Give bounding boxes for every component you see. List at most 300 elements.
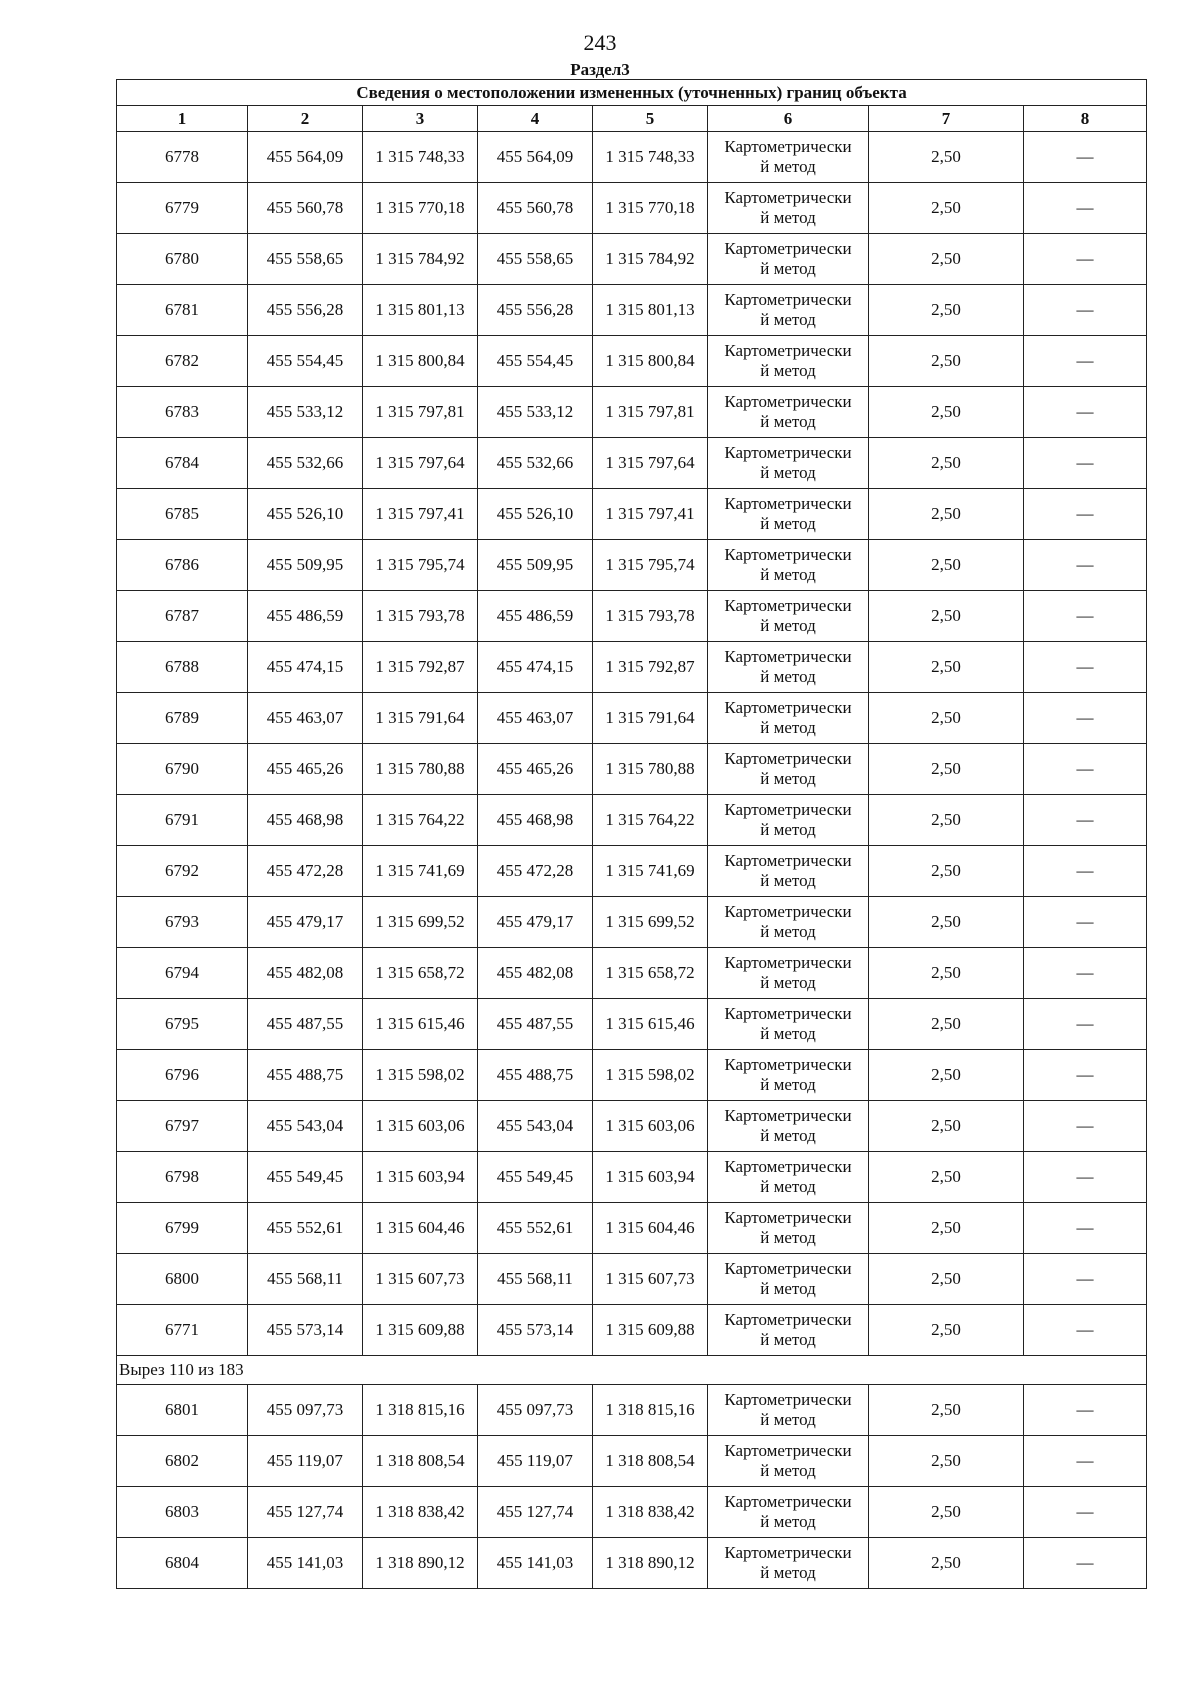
- description-cell: —: [1024, 183, 1147, 234]
- x-coordinate-cell: 455 533,12: [248, 387, 363, 438]
- y-coordinate-new-cell: 1 318 808,54: [593, 1436, 708, 1487]
- y-coordinate-new-cell: 1 315 615,46: [593, 999, 708, 1050]
- y-coordinate-new-cell: 1 315 797,41: [593, 489, 708, 540]
- method-line-1: Картометрически: [724, 545, 852, 564]
- table-row: [117, 1152, 1147, 1203]
- y-coordinate-new-cell: 1 315 797,64: [593, 438, 708, 489]
- table-row: [117, 1203, 1147, 1254]
- method-line-1: Картометрически: [724, 698, 852, 717]
- method-line-1: Картометрически: [724, 494, 852, 513]
- method-line-2: й метод: [760, 616, 816, 635]
- point-number-cell: 6791: [117, 795, 248, 846]
- point-number-cell: 6779: [117, 183, 248, 234]
- y-coordinate-cell: 1 315 609,88: [363, 1305, 478, 1356]
- table-row: [117, 591, 1147, 642]
- x-coordinate-new-cell: 455 465,26: [478, 744, 593, 795]
- accuracy-cell: 2,50: [869, 132, 1024, 183]
- table-row: [117, 1305, 1147, 1356]
- y-coordinate-new-cell: 1 315 603,94: [593, 1152, 708, 1203]
- y-coordinate-cell: 1 315 780,88: [363, 744, 478, 795]
- x-coordinate-new-cell: 455 463,07: [478, 693, 593, 744]
- column-header: 5: [593, 106, 708, 132]
- x-coordinate-cell: 455 463,07: [248, 693, 363, 744]
- accuracy-cell: 2,50: [869, 387, 1024, 438]
- y-coordinate-new-cell: 1 315 741,69: [593, 846, 708, 897]
- x-coordinate-cell: 455 465,26: [248, 744, 363, 795]
- accuracy-cell: 2,50: [869, 1152, 1024, 1203]
- y-coordinate-new-cell: 1 315 795,74: [593, 540, 708, 591]
- method-line-1: Картометрически: [724, 443, 852, 462]
- point-number-cell: 6798: [117, 1152, 248, 1203]
- point-number-cell: 6797: [117, 1101, 248, 1152]
- x-coordinate-new-cell: 455 552,61: [478, 1203, 593, 1254]
- x-coordinate-cell: 455 141,03: [248, 1538, 363, 1589]
- y-coordinate-cell: 1 315 784,92: [363, 234, 478, 285]
- method-line-2: й метод: [760, 463, 816, 482]
- point-number-cell: 6782: [117, 336, 248, 387]
- description-cell: —: [1024, 897, 1147, 948]
- method-line-1: Картометрически: [724, 1208, 852, 1227]
- accuracy-cell: 2,50: [869, 1050, 1024, 1101]
- x-coordinate-cell: 455 482,08: [248, 948, 363, 999]
- accuracy-cell: 2,50: [869, 540, 1024, 591]
- y-coordinate-cell: 1 315 770,18: [363, 183, 478, 234]
- point-number-cell: 6771: [117, 1305, 248, 1356]
- y-coordinate-new-cell: 1 315 658,72: [593, 948, 708, 999]
- accuracy-cell: 2,50: [869, 1385, 1024, 1436]
- x-coordinate-cell: 455 468,98: [248, 795, 363, 846]
- accuracy-cell: 2,50: [869, 1538, 1024, 1589]
- method-line-1: Картометрически: [724, 188, 852, 207]
- table-row: [117, 1385, 1147, 1436]
- method-cell: [708, 1436, 869, 1487]
- method-line-1: Картометрически: [724, 137, 852, 156]
- x-coordinate-new-cell: 455 554,45: [478, 336, 593, 387]
- method-line-2: й метод: [760, 259, 816, 278]
- table-row: [117, 387, 1147, 438]
- table-row: [117, 336, 1147, 387]
- table-row: [117, 234, 1147, 285]
- x-coordinate-cell: 455 558,65: [248, 234, 363, 285]
- method-cell: [708, 591, 869, 642]
- method-line-1: Картометрически: [724, 1157, 852, 1176]
- point-number-cell: 6804: [117, 1538, 248, 1589]
- method-line-1: Картометрически: [724, 1390, 852, 1409]
- y-coordinate-cell: 1 315 741,69: [363, 846, 478, 897]
- method-cell: [708, 1254, 869, 1305]
- x-coordinate-cell: 455 486,59: [248, 591, 363, 642]
- y-coordinate-cell: 1 318 808,54: [363, 1436, 478, 1487]
- method-line-2: й метод: [760, 871, 816, 890]
- y-coordinate-new-cell: 1 315 764,22: [593, 795, 708, 846]
- method-cell: [708, 897, 869, 948]
- x-coordinate-new-cell: 455 472,28: [478, 846, 593, 897]
- description-cell: —: [1024, 744, 1147, 795]
- method-cell: [708, 387, 869, 438]
- method-line-1: Картометрически: [724, 1106, 852, 1125]
- y-coordinate-new-cell: 1 315 780,88: [593, 744, 708, 795]
- method-cell: [708, 1050, 869, 1101]
- description-cell: —: [1024, 1385, 1147, 1436]
- x-coordinate-new-cell: 455 568,11: [478, 1254, 593, 1305]
- description-cell: —: [1024, 693, 1147, 744]
- y-coordinate-cell: 1 315 797,81: [363, 387, 478, 438]
- y-coordinate-new-cell: 1 315 699,52: [593, 897, 708, 948]
- description-cell: —: [1024, 642, 1147, 693]
- method-cell: [708, 846, 869, 897]
- method-line-2: й метод: [760, 565, 816, 584]
- x-coordinate-new-cell: 455 127,74: [478, 1487, 593, 1538]
- point-number-cell: 6790: [117, 744, 248, 795]
- y-coordinate-new-cell: 1 315 603,06: [593, 1101, 708, 1152]
- x-coordinate-new-cell: 455 487,55: [478, 999, 593, 1050]
- section-title: Раздел3: [570, 60, 630, 79]
- table-row: [117, 795, 1147, 846]
- y-coordinate-new-cell: 1 315 801,13: [593, 285, 708, 336]
- table-row: [117, 1254, 1147, 1305]
- column-header: 3: [363, 106, 478, 132]
- y-coordinate-cell: 1 315 795,74: [363, 540, 478, 591]
- method-line-2: й метод: [760, 361, 816, 380]
- accuracy-cell: 2,50: [869, 438, 1024, 489]
- method-line-1: Картометрически: [724, 1441, 852, 1460]
- accuracy-cell: 2,50: [869, 795, 1024, 846]
- method-line-2: й метод: [760, 1075, 816, 1094]
- accuracy-cell: 2,50: [869, 999, 1024, 1050]
- method-line-2: й метод: [760, 1410, 816, 1429]
- table-row: [117, 693, 1147, 744]
- accuracy-cell: 2,50: [869, 1203, 1024, 1254]
- method-cell: [708, 540, 869, 591]
- point-number-cell: 6802: [117, 1436, 248, 1487]
- x-coordinate-cell: 455 554,45: [248, 336, 363, 387]
- y-coordinate-new-cell: 1 315 609,88: [593, 1305, 708, 1356]
- accuracy-cell: 2,50: [869, 1101, 1024, 1152]
- y-coordinate-cell: 1 315 603,94: [363, 1152, 478, 1203]
- y-coordinate-cell: 1 315 797,64: [363, 438, 478, 489]
- description-cell: —: [1024, 795, 1147, 846]
- method-cell: [708, 132, 869, 183]
- method-line-1: Картометрически: [724, 1055, 852, 1074]
- table-row: [117, 1050, 1147, 1101]
- method-line-2: й метод: [760, 1512, 816, 1531]
- table-row: [117, 1538, 1147, 1589]
- table-caption: Сведения о местоположении измененных (уточненных) границ объекта: [117, 80, 1147, 106]
- description-cell: —: [1024, 1050, 1147, 1101]
- method-cell: [708, 1101, 869, 1152]
- table-caption-row: [117, 80, 1147, 106]
- accuracy-cell: 2,50: [869, 183, 1024, 234]
- y-coordinate-cell: 1 315 598,02: [363, 1050, 478, 1101]
- page-number: 243: [583, 30, 617, 55]
- y-coordinate-cell: 1 315 658,72: [363, 948, 478, 999]
- x-coordinate-cell: 455 526,10: [248, 489, 363, 540]
- point-number-cell: 6795: [117, 999, 248, 1050]
- x-coordinate-new-cell: 455 533,12: [478, 387, 593, 438]
- y-coordinate-new-cell: 1 315 748,33: [593, 132, 708, 183]
- y-coordinate-new-cell: 1 315 607,73: [593, 1254, 708, 1305]
- method-line-2: й метод: [760, 1330, 816, 1349]
- x-coordinate-new-cell: 455 474,15: [478, 642, 593, 693]
- accuracy-cell: 2,50: [869, 489, 1024, 540]
- description-cell: —: [1024, 1305, 1147, 1356]
- description-cell: —: [1024, 1203, 1147, 1254]
- method-line-2: й метод: [760, 412, 816, 431]
- x-coordinate-new-cell: 455 560,78: [478, 183, 593, 234]
- y-coordinate-cell: 1 318 890,12: [363, 1538, 478, 1589]
- x-coordinate-cell: 455 568,11: [248, 1254, 363, 1305]
- point-number-cell: 6781: [117, 285, 248, 336]
- method-line-1: Картометрически: [724, 1543, 852, 1562]
- y-coordinate-new-cell: 1 315 792,87: [593, 642, 708, 693]
- description-cell: —: [1024, 234, 1147, 285]
- y-coordinate-cell: 1 318 815,16: [363, 1385, 478, 1436]
- x-coordinate-new-cell: 455 468,98: [478, 795, 593, 846]
- method-cell: [708, 1385, 869, 1436]
- x-coordinate-new-cell: 455 556,28: [478, 285, 593, 336]
- description-cell: —: [1024, 1436, 1147, 1487]
- method-line-2: й метод: [760, 1563, 816, 1582]
- column-header: 8: [1024, 106, 1147, 132]
- y-coordinate-cell: 1 315 604,46: [363, 1203, 478, 1254]
- method-line-2: й метод: [760, 1279, 816, 1298]
- method-cell: [708, 438, 869, 489]
- table-row: [117, 846, 1147, 897]
- method-line-2: й метод: [760, 1024, 816, 1043]
- method-line-2: й метод: [760, 922, 816, 941]
- point-number-cell: 6789: [117, 693, 248, 744]
- description-cell: —: [1024, 132, 1147, 183]
- y-coordinate-cell: 1 315 793,78: [363, 591, 478, 642]
- x-coordinate-cell: 455 552,61: [248, 1203, 363, 1254]
- method-cell: [708, 693, 869, 744]
- method-line-2: й метод: [760, 157, 816, 176]
- x-coordinate-cell: 455 556,28: [248, 285, 363, 336]
- x-coordinate-cell: 455 127,74: [248, 1487, 363, 1538]
- description-cell: —: [1024, 438, 1147, 489]
- point-number-cell: 6792: [117, 846, 248, 897]
- description-cell: —: [1024, 846, 1147, 897]
- y-coordinate-cell: 1 315 748,33: [363, 132, 478, 183]
- column-header: 7: [869, 106, 1024, 132]
- method-cell: [708, 1203, 869, 1254]
- method-cell: [708, 948, 869, 999]
- y-coordinate-new-cell: 1 315 797,81: [593, 387, 708, 438]
- point-number-cell: 6785: [117, 489, 248, 540]
- y-coordinate-cell: 1 315 603,06: [363, 1101, 478, 1152]
- x-coordinate-cell: 455 560,78: [248, 183, 363, 234]
- y-coordinate-cell: 1 315 791,64: [363, 693, 478, 744]
- x-coordinate-cell: 455 472,28: [248, 846, 363, 897]
- method-cell: [708, 795, 869, 846]
- method-line-1: Картометрически: [724, 800, 852, 819]
- table-row: [117, 438, 1147, 489]
- accuracy-cell: 2,50: [869, 897, 1024, 948]
- table-row: [117, 744, 1147, 795]
- description-cell: —: [1024, 1487, 1147, 1538]
- y-coordinate-cell: 1 315 801,13: [363, 285, 478, 336]
- y-coordinate-cell: 1 315 797,41: [363, 489, 478, 540]
- x-coordinate-new-cell: 455 573,14: [478, 1305, 593, 1356]
- point-number-cell: 6796: [117, 1050, 248, 1101]
- y-coordinate-cell: 1 315 792,87: [363, 642, 478, 693]
- method-line-1: Картометрически: [724, 851, 852, 870]
- point-number-cell: 6794: [117, 948, 248, 999]
- method-line-2: й метод: [760, 1228, 816, 1247]
- description-cell: —: [1024, 1538, 1147, 1589]
- x-coordinate-cell: 455 549,45: [248, 1152, 363, 1203]
- method-cell: [708, 1487, 869, 1538]
- method-cell: [708, 234, 869, 285]
- group-label: Вырез 110 из 183: [117, 1356, 1147, 1385]
- method-line-1: Картометрически: [724, 1004, 852, 1023]
- x-coordinate-cell: 455 119,07: [248, 1436, 363, 1487]
- y-coordinate-new-cell: 1 315 791,64: [593, 693, 708, 744]
- method-line-2: й метод: [760, 1461, 816, 1480]
- x-coordinate-cell: 455 479,17: [248, 897, 363, 948]
- method-cell: [708, 285, 869, 336]
- column-header: 1: [117, 106, 248, 132]
- description-cell: —: [1024, 948, 1147, 999]
- accuracy-cell: 2,50: [869, 948, 1024, 999]
- method-line-1: Картометрически: [724, 239, 852, 258]
- column-header: 6: [708, 106, 869, 132]
- method-cell: [708, 489, 869, 540]
- y-coordinate-cell: 1 315 699,52: [363, 897, 478, 948]
- x-coordinate-new-cell: 455 097,73: [478, 1385, 593, 1436]
- y-coordinate-new-cell: 1 315 604,46: [593, 1203, 708, 1254]
- table-row: [117, 642, 1147, 693]
- point-number-cell: 6803: [117, 1487, 248, 1538]
- coordinates-table: [116, 79, 1147, 1589]
- column-header-row: [117, 106, 1147, 132]
- point-number-cell: 6786: [117, 540, 248, 591]
- method-line-2: й метод: [760, 973, 816, 992]
- table-row: [117, 540, 1147, 591]
- accuracy-cell: 2,50: [869, 744, 1024, 795]
- y-coordinate-new-cell: 1 318 838,42: [593, 1487, 708, 1538]
- x-coordinate-new-cell: 455 119,07: [478, 1436, 593, 1487]
- accuracy-cell: 2,50: [869, 1254, 1024, 1305]
- y-coordinate-new-cell: 1 315 770,18: [593, 183, 708, 234]
- point-number-cell: 6801: [117, 1385, 248, 1436]
- accuracy-cell: 2,50: [869, 693, 1024, 744]
- method-line-2: й метод: [760, 718, 816, 737]
- x-coordinate-new-cell: 455 141,03: [478, 1538, 593, 1589]
- method-cell: [708, 1538, 869, 1589]
- x-coordinate-cell: 455 097,73: [248, 1385, 363, 1436]
- x-coordinate-cell: 455 488,75: [248, 1050, 363, 1101]
- y-coordinate-cell: 1 315 800,84: [363, 336, 478, 387]
- column-header: 4: [478, 106, 593, 132]
- method-line-1: Картометрически: [724, 1259, 852, 1278]
- point-number-cell: 6787: [117, 591, 248, 642]
- table-row: [117, 999, 1147, 1050]
- description-cell: —: [1024, 1254, 1147, 1305]
- method-cell: [708, 183, 869, 234]
- method-cell: [708, 744, 869, 795]
- method-line-1: Картометрически: [724, 953, 852, 972]
- table-row: [117, 132, 1147, 183]
- table-row: [117, 183, 1147, 234]
- point-number-cell: 6784: [117, 438, 248, 489]
- point-number-cell: 6783: [117, 387, 248, 438]
- x-coordinate-cell: 455 573,14: [248, 1305, 363, 1356]
- method-line-1: Картометрически: [724, 902, 852, 921]
- method-cell: [708, 1305, 869, 1356]
- method-line-1: Картометрически: [724, 647, 852, 666]
- method-line-2: й метод: [760, 208, 816, 227]
- y-coordinate-new-cell: 1 318 815,16: [593, 1385, 708, 1436]
- method-line-2: й метод: [760, 310, 816, 329]
- x-coordinate-cell: 455 487,55: [248, 999, 363, 1050]
- x-coordinate-new-cell: 455 532,66: [478, 438, 593, 489]
- x-coordinate-cell: 455 532,66: [248, 438, 363, 489]
- x-coordinate-new-cell: 455 549,45: [478, 1152, 593, 1203]
- point-number-cell: 6780: [117, 234, 248, 285]
- x-coordinate-new-cell: 455 564,09: [478, 132, 593, 183]
- x-coordinate-cell: 455 474,15: [248, 642, 363, 693]
- y-coordinate-new-cell: 1 315 800,84: [593, 336, 708, 387]
- accuracy-cell: 2,50: [869, 846, 1024, 897]
- y-coordinate-cell: 1 318 838,42: [363, 1487, 478, 1538]
- description-cell: —: [1024, 999, 1147, 1050]
- table-row: [117, 897, 1147, 948]
- point-number-cell: 6778: [117, 132, 248, 183]
- method-line-1: Картометрически: [724, 392, 852, 411]
- method-line-1: Картометрически: [724, 290, 852, 309]
- method-line-2: й метод: [760, 1177, 816, 1196]
- x-coordinate-new-cell: 455 509,95: [478, 540, 593, 591]
- table-row: [117, 948, 1147, 999]
- method-line-1: Картометрически: [724, 749, 852, 768]
- table-row: [117, 1487, 1147, 1538]
- method-line-1: Картометрически: [724, 596, 852, 615]
- accuracy-cell: 2,50: [869, 1436, 1024, 1487]
- point-number-cell: 6793: [117, 897, 248, 948]
- x-coordinate-new-cell: 455 558,65: [478, 234, 593, 285]
- x-coordinate-new-cell: 455 543,04: [478, 1101, 593, 1152]
- description-cell: —: [1024, 336, 1147, 387]
- x-coordinate-cell: 455 543,04: [248, 1101, 363, 1152]
- accuracy-cell: 2,50: [869, 234, 1024, 285]
- description-cell: —: [1024, 591, 1147, 642]
- method-line-1: Картометрически: [724, 341, 852, 360]
- y-coordinate-new-cell: 1 318 890,12: [593, 1538, 708, 1589]
- y-coordinate-cell: 1 315 607,73: [363, 1254, 478, 1305]
- accuracy-cell: 2,50: [869, 1305, 1024, 1356]
- x-coordinate-new-cell: 455 486,59: [478, 591, 593, 642]
- method-line-2: й метод: [760, 769, 816, 788]
- method-line-2: й метод: [760, 1126, 816, 1145]
- y-coordinate-cell: 1 315 764,22: [363, 795, 478, 846]
- x-coordinate-new-cell: 455 526,10: [478, 489, 593, 540]
- description-cell: —: [1024, 1152, 1147, 1203]
- table-row: [117, 489, 1147, 540]
- group-header-row: [117, 1356, 1147, 1385]
- method-line-1: Картометрически: [724, 1492, 852, 1511]
- table-row: [117, 1436, 1147, 1487]
- description-cell: —: [1024, 1101, 1147, 1152]
- column-header: 2: [248, 106, 363, 132]
- point-number-cell: 6800: [117, 1254, 248, 1305]
- description-cell: —: [1024, 489, 1147, 540]
- x-coordinate-new-cell: 455 482,08: [478, 948, 593, 999]
- method-line-1: Картометрически: [724, 1310, 852, 1329]
- y-coordinate-new-cell: 1 315 784,92: [593, 234, 708, 285]
- method-line-2: й метод: [760, 820, 816, 839]
- method-cell: [708, 1152, 869, 1203]
